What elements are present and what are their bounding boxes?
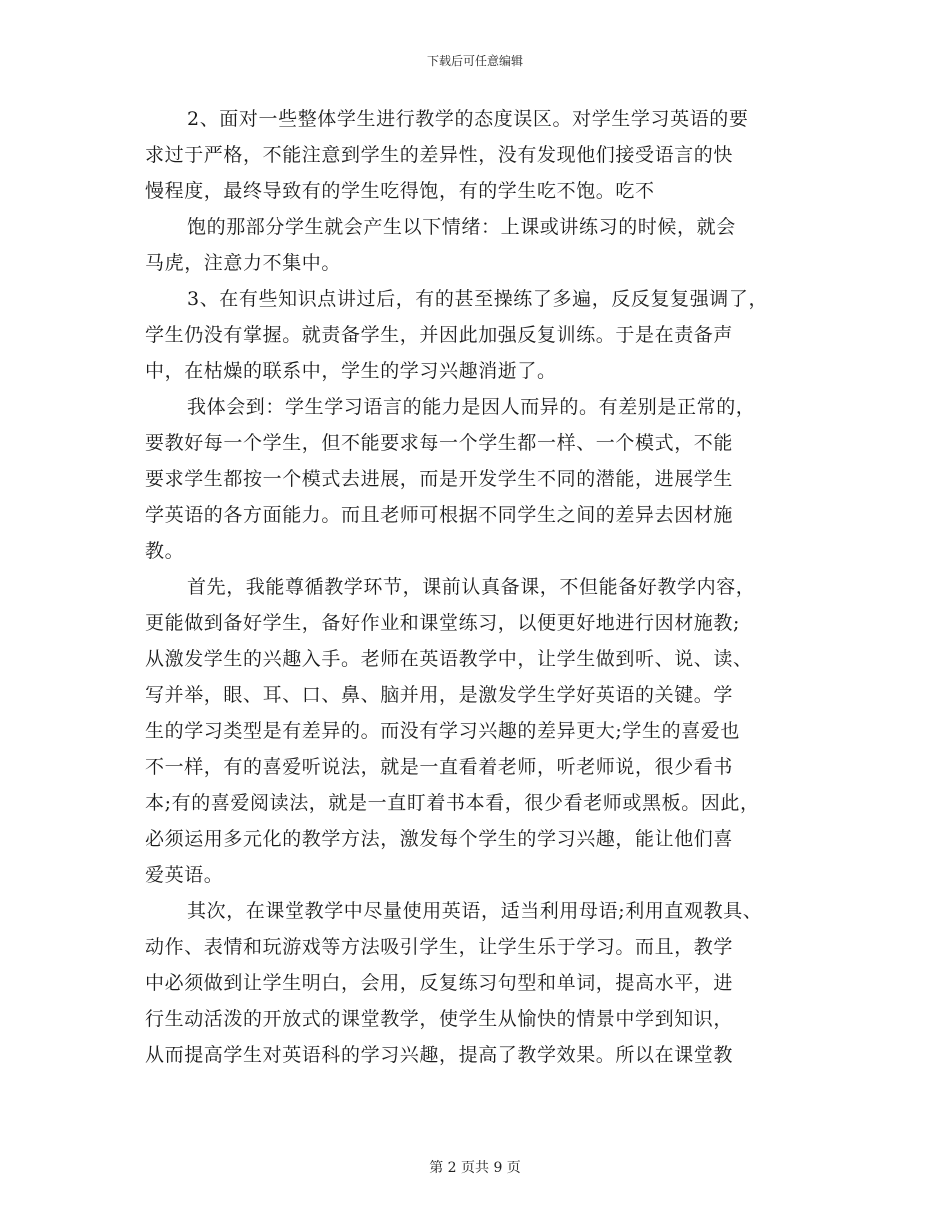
text-line: 慢程度，最终导致有的学生吃得饱，有的学生吃不饱。吃不 [145, 180, 655, 202]
text-line: 2、面对一些整体学生进行教学的态度误区。对学生学习英语的要 [187, 108, 749, 130]
text-line: 其次，在课堂教学中尽量使用英语，适当利用母语;利用直观教具、 [187, 900, 763, 922]
text-line: 教。 [145, 540, 185, 562]
document-body [145, 101, 825, 1073]
text-line: 要求学生都按一个模式去进展，而是开发学生不同的潜能，进展学生 [145, 468, 734, 490]
text-line: 首先，我能尊循教学环节，课前认真备课，不但能备好教学内容， [187, 576, 756, 598]
text-line: 生的学习类型是有差异的。而没有学习兴趣的差异更大;学生的喜爱也 [145, 720, 741, 742]
text-line: 要教好每一个学生，但不能要求每一个学生都一样、一个模式，不能 [145, 432, 734, 454]
text-line: 写并举，眼、耳、口、鼻、脑并用，是激发学生学好英语的关键。学 [145, 684, 734, 706]
text-line: 我体会到：学生学习语言的能力是因人而异的。有差别是正常的， [187, 396, 756, 418]
text-line: 动作、表情和玩游戏等方法吸引学生，让学生乐于学习。而且，教学 [145, 936, 734, 958]
page-header-note: 下载后可任意编辑 [426, 54, 523, 68]
text-line: 爱英语。 [145, 864, 224, 886]
text-line: 学英语的各方面能力。而且老师可根据不同学生之间的差异去因材施 [145, 504, 734, 526]
text-line: 不一样，有的喜爱听说法，就是一直看着老师，听老师说，很少看书 [145, 756, 734, 778]
text-line: 饱的那部分学生就会产生以下情绪：上课或讲练习的时候，就会 [187, 216, 736, 238]
text-line: 从而提高学生对英语科的学习兴趣，提高了教学效果。所以在课堂教 [145, 1044, 734, 1066]
text-line: 行生动活泼的开放式的课堂教学，使学生从愉快的情景中学到知识， [145, 1008, 734, 1030]
text-line: 求过于严格，不能注意到学生的差异性，没有发现他们接受语言的快 [145, 144, 734, 166]
text-line: 中必须做到让学生明白，会用，反复练习句型和单词，提高水平，进 [145, 972, 734, 994]
text-line: 本;有的喜爱阅读法，就是一直盯着书本看，很少看老师或黑板。因此， [145, 792, 760, 814]
text-line: 从激发学生的兴趣入手。老师在英语教学中，让学生做到听、说、读、 [145, 648, 753, 670]
page-number: 第 2 页共 9 页 [429, 1160, 521, 1176]
text-line: 学生仍没有掌握。就责备学生，并因此加强反复训练。于是在责备声 [145, 324, 734, 346]
text-line: 3、在有些知识点讲过后，有的甚至操练了多遍，反反复复强调了， [187, 288, 769, 310]
text-line: 马虎，注意力不集中。 [145, 252, 342, 274]
text-line: 更能做到备好学生，备好作业和课堂练习，以便更好地进行因材施教; [145, 612, 741, 634]
text-line: 中，在枯燥的联系中，学生的学习兴趣消逝了。 [145, 360, 557, 382]
text-line: 必须运用多元化的教学方法，激发每个学生的学习兴趣，能让他们喜 [145, 828, 734, 850]
